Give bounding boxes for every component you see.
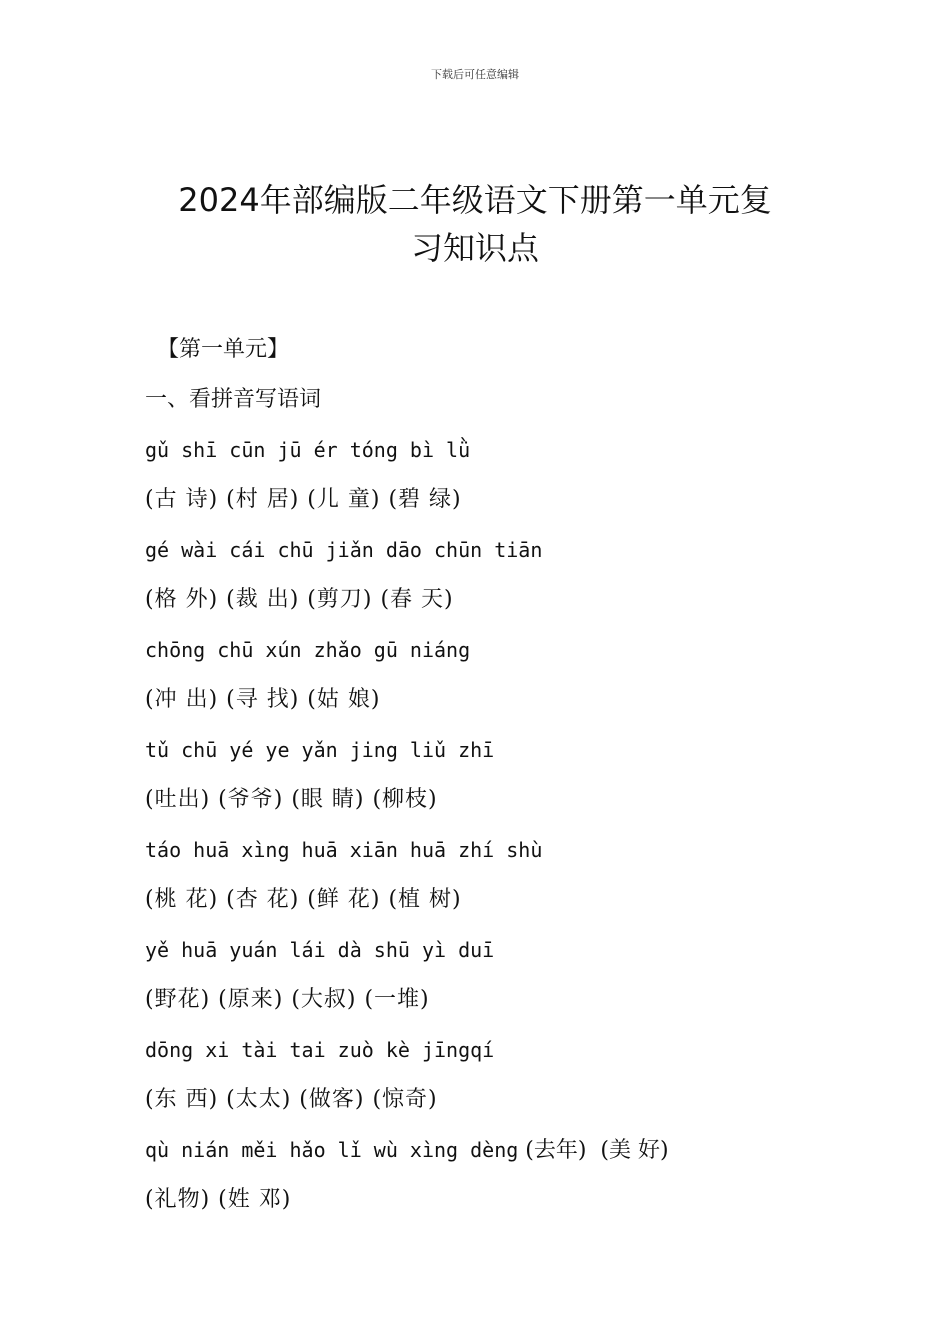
pinyin-line: yě huā yuán lái dà shū yì duī xyxy=(145,938,495,962)
hanzi-line: (野花) (原来) (大叔) (一堆) xyxy=(145,987,430,1012)
pinyin-line: gǔ shī cūn jū ér tóng bì lǜ xyxy=(145,438,471,462)
pinyin-line: gé wài cái chū jiǎn dāo chūn tiān xyxy=(145,538,543,562)
pinyin-line: dōng xi tài tai zuò kè jīngqí xyxy=(145,1038,495,1062)
hanzi-line: (礼物) (姓 邓) xyxy=(145,1187,292,1212)
mixed-line xyxy=(145,1130,825,1180)
hanzi-line: (冲 出) (寻 找) (姑 娘) xyxy=(145,687,381,712)
document-title xyxy=(140,176,810,272)
document-body xyxy=(145,330,825,1230)
hanzi-inline: (去年) (美 好) xyxy=(518,1138,669,1163)
pinyin-line: táo huā xìng huā xiān huā zhí shù xyxy=(145,838,543,862)
title-line-2: 习知识点 xyxy=(410,229,539,267)
hanzi-line: (格 外) (裁 出) (剪刀) (春 天) xyxy=(145,587,454,612)
hanzi-line: (桃 花) (杏 花) (鲜 花) (植 树) xyxy=(145,887,462,912)
section-heading: 一、看拼音写语词 xyxy=(145,387,322,412)
pinyin-inline: qù nián měi hǎo lǐ wù xìng dèng xyxy=(145,1138,519,1162)
hanzi-line: (吐出) (爷爷) (眼 睛) (柳枝) xyxy=(145,787,438,812)
header-note: 下载后可任意编辑 xyxy=(431,68,519,81)
pinyin-line: tǔ chū yé ye yǎn jing liǔ zhī xyxy=(145,738,495,762)
hanzi-line: (东 西) (太太) (做客) (惊奇) xyxy=(145,1087,438,1112)
title-line-1: 2024年部编版二年级语文下册第一单元复 xyxy=(178,181,772,219)
hanzi-line: (古 诗) (村 居) (儿 童) (碧 绿) xyxy=(145,487,462,512)
pinyin-line: chōng chū xún zhǎo gū niáng xyxy=(145,638,471,662)
unit-heading: 【第一单元】 xyxy=(157,337,290,362)
